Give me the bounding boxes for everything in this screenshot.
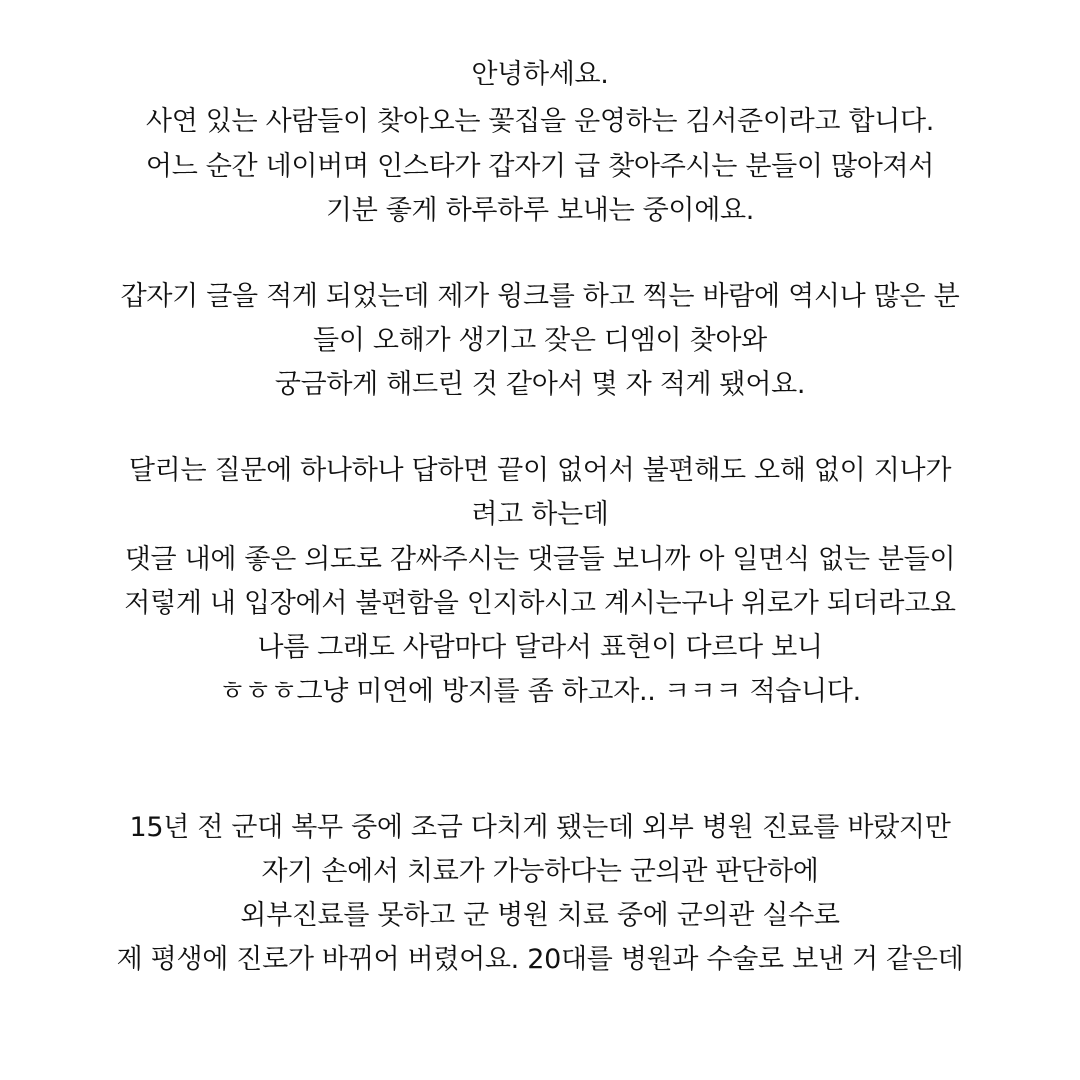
text-line: 제 평생에 진로가 바뀌어 버렸어요. 20대를 병원과 수술로 보낸 거 같은데: [116, 944, 964, 975]
text-line: 들이 오해가 생기고 잦은 디엠이 찾아와: [313, 325, 767, 356]
text-line: 려고 하는데: [471, 499, 609, 530]
text-line: 기분 좋게 하루하루 보내는 중이에요.: [325, 195, 755, 226]
text-line: 사연 있는 사람들이 찾아오는 꽃집을 운영하는 김서준이라고 합니다.: [145, 106, 935, 137]
text-line: 댓글 내에 좋은 의도로 감싸주시는 댓글들 보니까 아 일면식 없는 분들이: [124, 544, 956, 575]
text-line: 달리는 질문에 하나하나 답하면 끝이 없어서 불편해도 오해 없이 지나가: [128, 455, 952, 486]
text-line: 저렇게 내 입장에서 불편함을 인지하시고 계시는구나 위로가 되더라고요: [124, 588, 956, 619]
text-line: 갑자기 글을 적게 되었는데 제가 윙크를 하고 찍는 바람에 역시나 많은 분: [120, 281, 960, 312]
text-line: 자기 손에서 치료가 가능하다는 군의관 판단하에: [261, 856, 819, 887]
text-line: ㅎㅎㅎ그냥 미연에 방지를 좀 하고자.. ㅋㅋㅋ 적습니다.: [219, 676, 861, 707]
text-line: 외부진료를 못하고 군 병원 치료 중에 군의관 실수로: [240, 900, 840, 931]
text-line: 나름 그래도 사람마다 달라서 표현이 다르다 보니: [257, 632, 823, 663]
text-line: 어느 순간 네이버며 인스타가 갑자기 급 찾아주시는 분들이 많아져서: [145, 151, 935, 182]
text-line: 15년 전 군대 복무 중에 조금 다치게 됐는데 외부 병원 진료를 바랐지만: [129, 812, 951, 843]
text-line: 안녕하세요.: [471, 59, 609, 90]
text-line: 궁금하게 해드린 것 같아서 몇 자 적게 됐어요.: [274, 369, 806, 400]
